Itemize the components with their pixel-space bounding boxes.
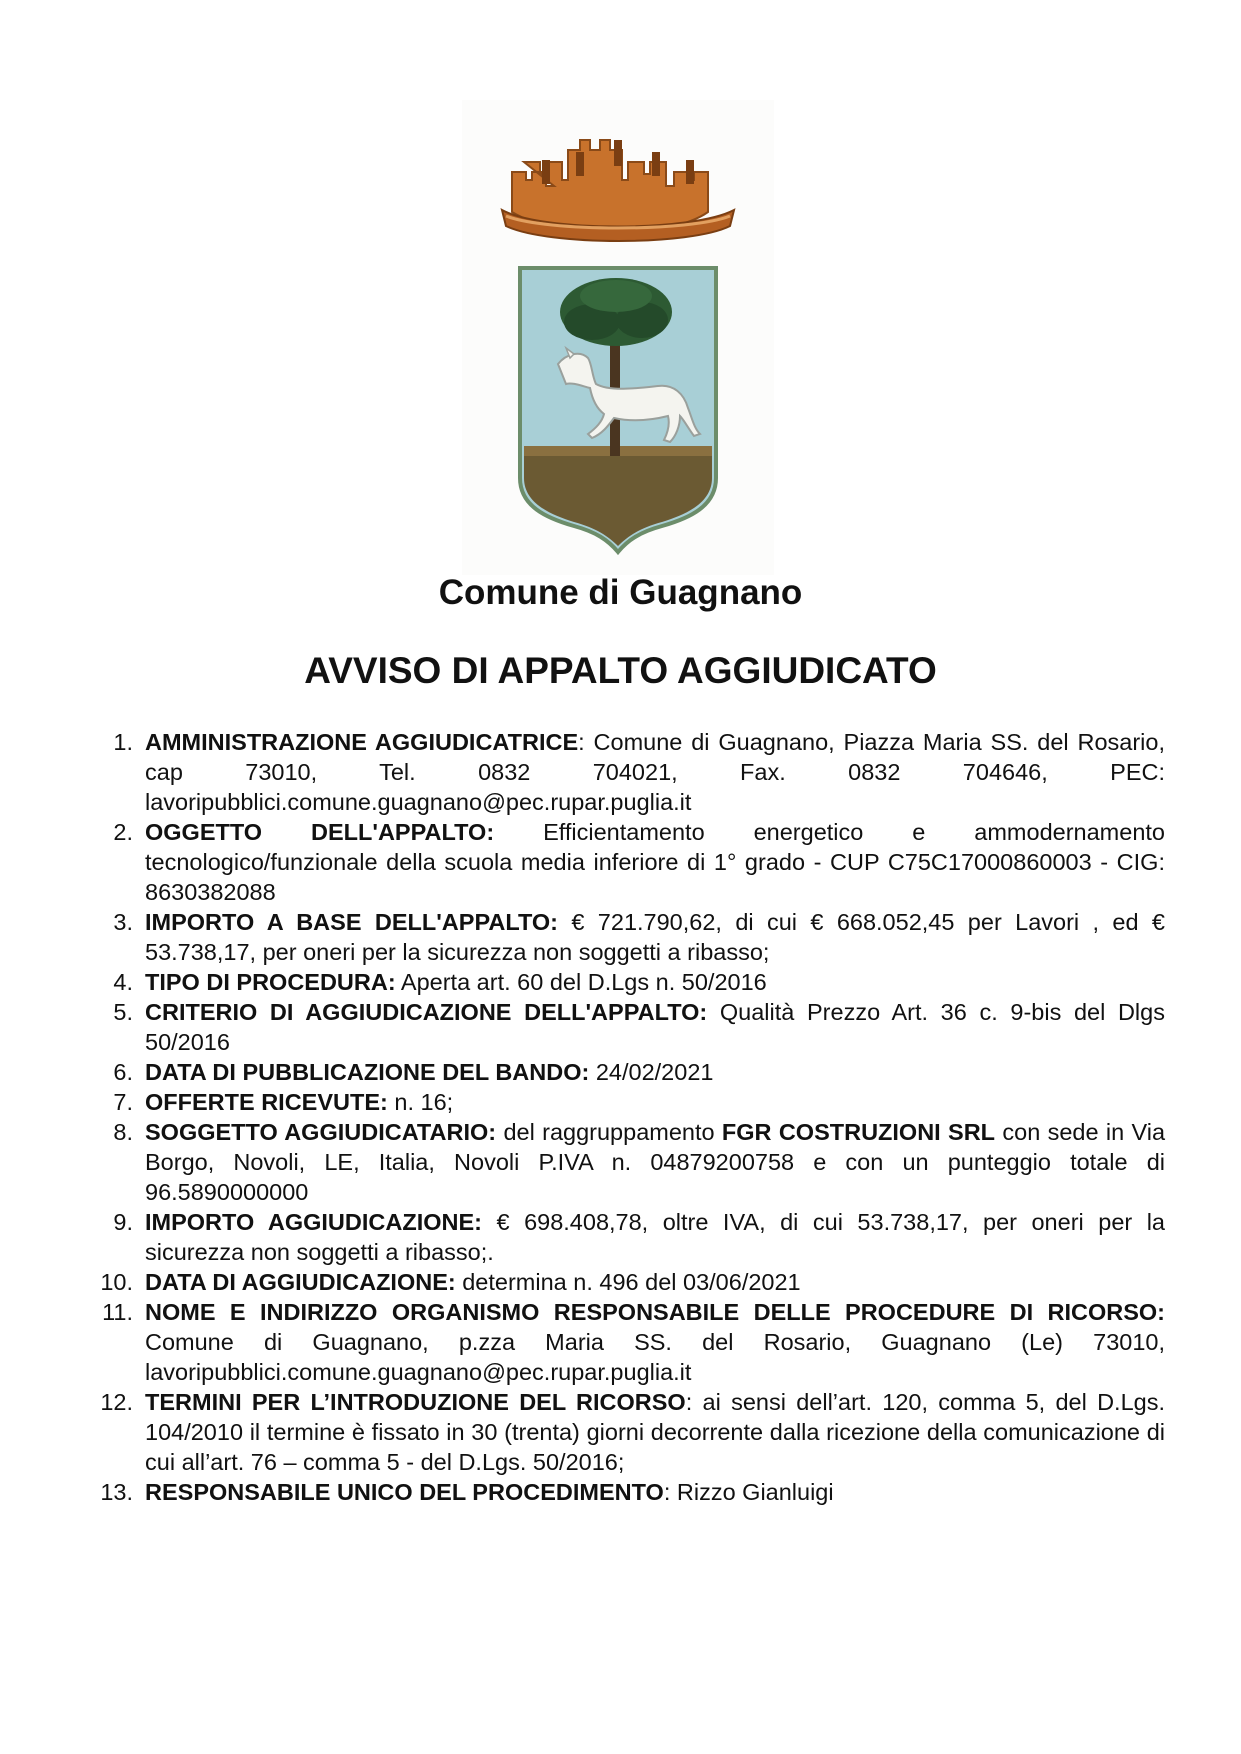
item-text: n. 16;	[387, 1089, 454, 1115]
item-label: DATA DI AGGIUDICAZIONE:	[145, 1269, 456, 1295]
item-label: RESPONSABILE UNICO DEL PROCEDIMENTO	[145, 1479, 664, 1505]
item-body	[133, 1387, 1165, 1477]
item-label: OFFERTE RICEVUTE:	[145, 1089, 388, 1115]
list-item	[80, 967, 1165, 997]
item-number: 12.	[100, 1389, 133, 1415]
item-label: IMPORTO A BASE DELL'APPALTO:	[145, 909, 558, 935]
item-text: Comune di Guagnano, p.zza Maria SS. del Rosario, Guagnano (Le) 73010, lavoripubblici.comune.guagnano@pec.rupar.puglia.it	[145, 1329, 1165, 1385]
list-item	[80, 1087, 1165, 1117]
item-number: 10.	[100, 1269, 133, 1295]
item-text: del raggruppamento	[496, 1119, 722, 1145]
item-text: : ai sensi dell’art. 120, comma 5, del D.Lgs. 104/2010 il termine è fissato in 30 (trenta) giorni decorrente dalla ricezione della comunicazione di cui all’art. 76 – comma 5 - del D.Lgs. 50/2016;	[145, 1389, 1165, 1475]
item-number: 11.	[102, 1299, 133, 1325]
list-item	[80, 997, 1165, 1057]
item-text: con sede in Via Borgo, Novoli, LE, Italia, Novoli P.IVA n. 04879200758 e con un punteggio totale di 96.5890000000	[145, 1119, 1166, 1205]
item-body	[133, 967, 1165, 997]
item-text: € 721.790,62, di cui € 668.052,45 per Lavori , ed € 53.738,17, per oneri per la sicurezza non soggetti a ribasso;	[145, 909, 1165, 965]
item-number: 5.	[113, 999, 133, 1025]
item-text: € 698.408,78, oltre IVA, di cui 53.738,17, per oneri per la sicurezza non soggetti a ribasso;.	[145, 1209, 1166, 1265]
item-number: 13.	[100, 1479, 133, 1505]
item-label: OGGETTO DELL'APPALTO:	[145, 819, 495, 845]
awardee-company: FGR COSTRUZIONI SRL	[721, 1119, 996, 1145]
notice-title: AVVISO DI APPALTO AGGIUDICATO	[304, 650, 937, 691]
list-item	[80, 817, 1165, 907]
item-label: TIPO DI PROCEDURA:	[145, 969, 396, 995]
item-number: 1.	[113, 729, 133, 755]
list-item	[80, 1297, 1165, 1387]
notice-items-list	[80, 727, 1165, 1507]
item-body	[133, 1267, 1165, 1297]
list-item	[80, 1477, 1165, 1507]
item-label: DATA DI PUBBLICAZIONE DEL BANDO:	[145, 1059, 590, 1085]
item-body	[133, 1207, 1165, 1267]
item-number: 7.	[113, 1089, 133, 1115]
item-label: IMPORTO AGGIUDICAZIONE:	[145, 1209, 482, 1235]
list-item	[80, 1387, 1165, 1477]
item-text: Aperta art. 60 del D.Lgs n. 50/2016	[395, 969, 767, 995]
item-text: Qualità Prezzo Art. 36 c. 9-bis del Dlgs 50/2016	[145, 999, 1165, 1055]
item-body	[133, 1297, 1165, 1387]
item-text: 24/02/2021	[589, 1059, 714, 1085]
item-label: SOGGETTO AGGIUDICATARIO:	[145, 1119, 497, 1145]
item-body	[133, 817, 1165, 907]
list-item	[80, 1267, 1165, 1297]
item-body	[133, 997, 1165, 1057]
item-text: : Comune di Guagnano, Piazza Maria SS. del Rosario, cap 73010, Tel. 0832 704021, Fax. 0832 704646, PEC: lavoripubblici.comune.guagnano@pec.rupar.puglia.it	[145, 729, 1165, 815]
municipality-heading: Comune di Guagnano	[438, 573, 803, 612]
item-text: : Rizzo Gianluigi	[663, 1479, 834, 1505]
mural-crown-icon	[502, 140, 734, 241]
list-item	[80, 1117, 1165, 1207]
list-item	[80, 907, 1165, 967]
list-item	[80, 1207, 1165, 1267]
item-body	[133, 1057, 1165, 1087]
item-label: AMMINISTRAZIONE AGGIUDICATRICE	[145, 729, 579, 755]
item-body	[133, 1477, 1165, 1507]
item-number: 6.	[113, 1059, 133, 1085]
item-body	[133, 907, 1165, 967]
list-item	[80, 727, 1165, 817]
item-body	[133, 1117, 1165, 1207]
item-label: TERMINI PER L’INTRODUZIONE DEL RICORSO	[145, 1389, 686, 1415]
item-label: CRITERIO DI AGGIUDICAZIONE DELL'APPALTO:	[145, 999, 708, 1025]
item-label: NOME E INDIRIZZO ORGANISMO RESPONSABILE DELLE PROCEDURE DI RICORSO:	[145, 1299, 1165, 1325]
list-item	[80, 1057, 1165, 1087]
item-text: determina n. 496 del 03/06/2021	[455, 1269, 801, 1295]
item-number: 4.	[113, 969, 133, 995]
item-number: 3.	[113, 909, 133, 935]
item-number: 9.	[113, 1209, 133, 1235]
item-text: Efficientamento energetico e ammodernamento tecnologico/funzionale della scuola media inferiore di 1° grado - CUP C75C17000860003 - CIG: 8630382088	[145, 819, 1165, 905]
item-number: 2.	[113, 819, 133, 845]
item-number: 8.	[113, 1119, 133, 1145]
coat-of-arms	[462, 100, 774, 575]
item-body	[133, 727, 1165, 817]
item-body	[133, 1087, 1165, 1117]
